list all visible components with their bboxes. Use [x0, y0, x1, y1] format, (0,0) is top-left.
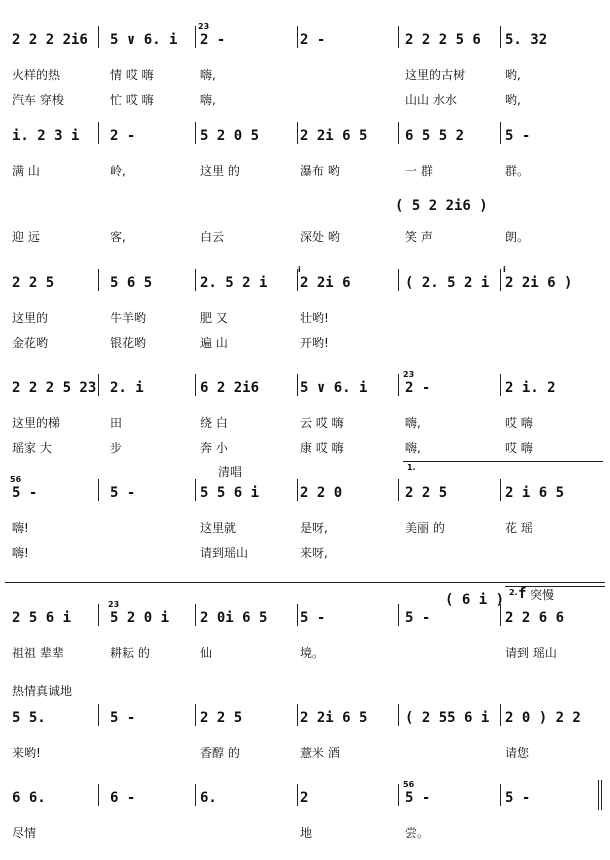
note-group: 2 0 ) 2 2: [505, 710, 581, 726]
bar-line: [98, 479, 99, 501]
note-group: 5 -: [110, 485, 136, 501]
lyric-verse1: 花 瑶: [505, 521, 533, 535]
lyric-verse2: 开哟!: [300, 336, 329, 350]
lyric-verse1: 境。: [300, 646, 325, 660]
note-group: 5 -: [505, 128, 531, 144]
bar-line: [398, 704, 399, 726]
lyric-verse1: 请到 瑶山: [505, 646, 557, 660]
note-group: 2 2 2 2i6: [12, 32, 88, 48]
system-separator: [5, 582, 605, 583]
lyric-verse2: 步: [110, 441, 123, 455]
bar-line: [500, 374, 501, 396]
bar-line: [98, 269, 99, 291]
note-group: 2 i 6 5: [505, 485, 565, 501]
note-group: 6 -: [110, 790, 136, 806]
interlude-notes: ( 6 i ): [445, 592, 505, 608]
lyric-verse2: 银花哟: [110, 336, 147, 350]
bar-line: [195, 604, 196, 626]
note-group: ( 2. 5 2 i: [405, 275, 490, 291]
note-group: 5 -: [110, 710, 136, 726]
bar-line: [195, 704, 196, 726]
note-group: 2 -: [110, 128, 136, 144]
note-group: 2 2i 6 ): [505, 275, 573, 291]
lyric-verse1: 是呀,: [300, 521, 328, 535]
grace-note: 56: [10, 475, 22, 484]
note-group: 2 2 0: [300, 485, 343, 501]
bar-line: [297, 784, 298, 806]
lyric-verse2: 嗨!: [12, 546, 29, 560]
grace-note: 56: [403, 780, 415, 789]
bar-line: [195, 784, 196, 806]
lyric-verse1: 这里的梯: [12, 416, 61, 430]
dynamic-mark: f: [518, 586, 527, 602]
note-group: ( 2 55 6 i: [405, 710, 490, 726]
lyric-verse1: 一 群: [405, 164, 433, 178]
note-group: 5 5 6 i: [200, 485, 260, 501]
bar-line: [398, 784, 399, 806]
note-group: 5 -: [300, 610, 326, 626]
bar-line: [398, 374, 399, 396]
note-group: 2: [300, 790, 309, 806]
lyric-verse2: 遍 山: [200, 336, 228, 350]
grace-note: i: [298, 265, 301, 274]
note-group: i. 2 3 i: [12, 128, 80, 144]
note-group: 2 2 5: [12, 275, 55, 291]
interlude-notes: ( 5 2 2i6 ): [395, 198, 488, 214]
bar-line: [195, 122, 196, 144]
note-group: 2 0i 6 5: [200, 610, 268, 626]
note-group: 2 2 2 5 23: [12, 380, 97, 396]
note-group: 2 2 5: [200, 710, 243, 726]
lyric-verse1: 壮哟!: [300, 311, 329, 325]
bar-line: [398, 604, 399, 626]
lyric-verse2: 忙 哎 嗨: [110, 93, 154, 107]
note-group: 5 2 0 i: [110, 610, 170, 626]
lyric-verse1: 地: [300, 826, 313, 840]
lyric-verse1: 牛羊哟: [110, 311, 147, 325]
lyric-verse1: 薏米 酒: [300, 746, 340, 760]
lyric-verse1: 美丽 的: [405, 521, 445, 535]
lyric-verse1: 哟,: [505, 68, 521, 82]
lyric-verse2: 康 哎 嗨: [300, 441, 344, 455]
note-group: 5 -: [405, 790, 431, 806]
lyric-verse2: 哟,: [505, 93, 521, 107]
bar-line: [195, 374, 196, 396]
bar-line: [297, 26, 298, 48]
note-group: 2 -: [300, 32, 326, 48]
bar-line: [500, 26, 501, 48]
note-group: 5 -: [405, 610, 431, 626]
lyric-verse2: 迎 远: [12, 230, 40, 244]
note-group: 2. i: [110, 380, 144, 396]
lyric-verse1: 仙: [200, 646, 213, 660]
note-group: 2 -: [200, 32, 226, 48]
lyric-verse1: 云 哎 嗨: [300, 416, 344, 430]
lyric-verse2: 瑶家 大: [12, 441, 52, 455]
bar-line: [98, 604, 99, 626]
lyric-verse1: 这里 的: [200, 164, 240, 178]
bar-line: [98, 374, 99, 396]
bar-line: [297, 122, 298, 144]
lyric-verse1: 耕耘 的: [110, 646, 150, 660]
lyric-verse1: 群。: [505, 164, 530, 178]
lyric-verse2: 嗨,: [405, 441, 421, 455]
note-group: 5 2 0 5: [200, 128, 260, 144]
grace-note: 23: [108, 600, 120, 609]
note-group: 2 i. 2: [505, 380, 556, 396]
lyric-verse1: 绕 白: [200, 416, 228, 430]
lyric-verse2: 白云: [200, 230, 225, 244]
note-group: 5 ∨ 6. i: [110, 32, 178, 48]
tempo-mark: 突慢: [530, 588, 555, 602]
bar-line: [195, 479, 196, 501]
note-group: 5 -: [12, 485, 38, 501]
bar-line: [398, 122, 399, 144]
lyric-verse1: 嗨,: [405, 416, 421, 430]
note-group: 2 2i 6: [300, 275, 351, 291]
lyric-verse1: 请您: [505, 746, 530, 760]
performance-direction: 清唱: [218, 465, 243, 479]
bar-line: [500, 704, 501, 726]
note-group: 2 -: [405, 380, 431, 396]
final-barline-thick: [601, 780, 602, 810]
lyric-verse1: 满 山: [12, 164, 40, 178]
note-group: 5. 32: [505, 32, 548, 48]
note-group: 6.: [200, 790, 217, 806]
bar-line: [500, 269, 501, 291]
lyric-verse1: 香醇 的: [200, 746, 240, 760]
note-group: 5 -: [505, 790, 531, 806]
note-group: 5 6 5: [110, 275, 153, 291]
lyric-verse2: 嗨,: [200, 93, 216, 107]
bar-line: [297, 374, 298, 396]
lyric-verse1: 来哟!: [12, 746, 41, 760]
final-barline: [598, 780, 599, 810]
lyric-verse2: 山山 水水: [405, 93, 457, 107]
bar-line: [195, 269, 196, 291]
note-group: 2 2 2 5 6: [405, 32, 481, 48]
note-group: 5 5.: [12, 710, 46, 726]
lyric-verse1: 这里就: [200, 521, 237, 535]
lyric-verse1: 这里的古树: [405, 68, 466, 82]
bar-line: [297, 479, 298, 501]
lyric-verse2: 金花哟: [12, 336, 49, 350]
bar-line: [398, 269, 399, 291]
lyric-verse2: 奔 小: [200, 441, 228, 455]
note-group: 6 2 2i6: [200, 380, 260, 396]
lyric-verse2: 客,: [110, 230, 126, 244]
note-group: 2. 5 2 i: [200, 275, 268, 291]
bar-line: [98, 26, 99, 48]
lyric-verse2: 深处 哟: [300, 230, 340, 244]
lyric-verse1: 田: [110, 416, 123, 430]
lyric-verse2: 哎 嗨: [505, 441, 533, 455]
note-group: 6 6.: [12, 790, 46, 806]
lyric-verse1: 尽情: [12, 826, 37, 840]
lyric-verse1: 这里的: [12, 311, 49, 325]
lyric-verse1: 火样的热: [12, 68, 61, 82]
lyric-verse2: 请到瑶山: [200, 546, 249, 560]
lyric-verse1: 哎 嗨: [505, 416, 533, 430]
lyric-verse1: 祖祖 辈辈: [12, 646, 64, 660]
note-group: 5 ∨ 6. i: [300, 380, 368, 396]
bar-line: [398, 479, 399, 501]
bar-line: [297, 604, 298, 626]
lyric-verse1: 嗨,: [200, 68, 216, 82]
bar-line: [98, 122, 99, 144]
volta-line: [403, 461, 603, 462]
lyric-verse2: 来呀,: [300, 546, 328, 560]
volta-bracket: 2.: [509, 588, 518, 597]
lyric-verse2: 笑 声: [405, 230, 433, 244]
lyric-verse1: 情 哎 嗨: [110, 68, 154, 82]
bar-line: [297, 704, 298, 726]
lyric-verse1: 瀑布 哟: [300, 164, 340, 178]
lyric-verse2: 朗。: [505, 230, 530, 244]
lyric-verse1: 肥 又: [200, 311, 228, 325]
bar-line: [500, 479, 501, 501]
lyric-verse1: 尝。: [405, 826, 430, 840]
bar-line: [195, 26, 196, 48]
volta-bracket: 1.: [407, 463, 416, 472]
bar-line: [500, 122, 501, 144]
grace-note: 23: [403, 370, 415, 379]
bar-line: [98, 784, 99, 806]
note-group: 2 2i 6 5: [300, 128, 368, 144]
performance-direction: 热情真诚地: [12, 684, 73, 698]
lyric-verse1: 岭,: [110, 164, 126, 178]
lyric-verse2: 汽车 穿梭: [12, 93, 64, 107]
note-group: 6 5 5 2: [405, 128, 465, 144]
grace-note: 23: [198, 22, 210, 31]
lyric-verse1: 嗨!: [12, 521, 29, 535]
note-group: 2 5 6 i: [12, 610, 72, 626]
note-group: 2 2i 6 5: [300, 710, 368, 726]
bar-line: [500, 784, 501, 806]
bar-line: [398, 26, 399, 48]
note-group: 2 2 5: [405, 485, 448, 501]
grace-note: i: [503, 265, 506, 274]
bar-line: [98, 704, 99, 726]
note-group: 2 2 6 6: [505, 610, 565, 626]
